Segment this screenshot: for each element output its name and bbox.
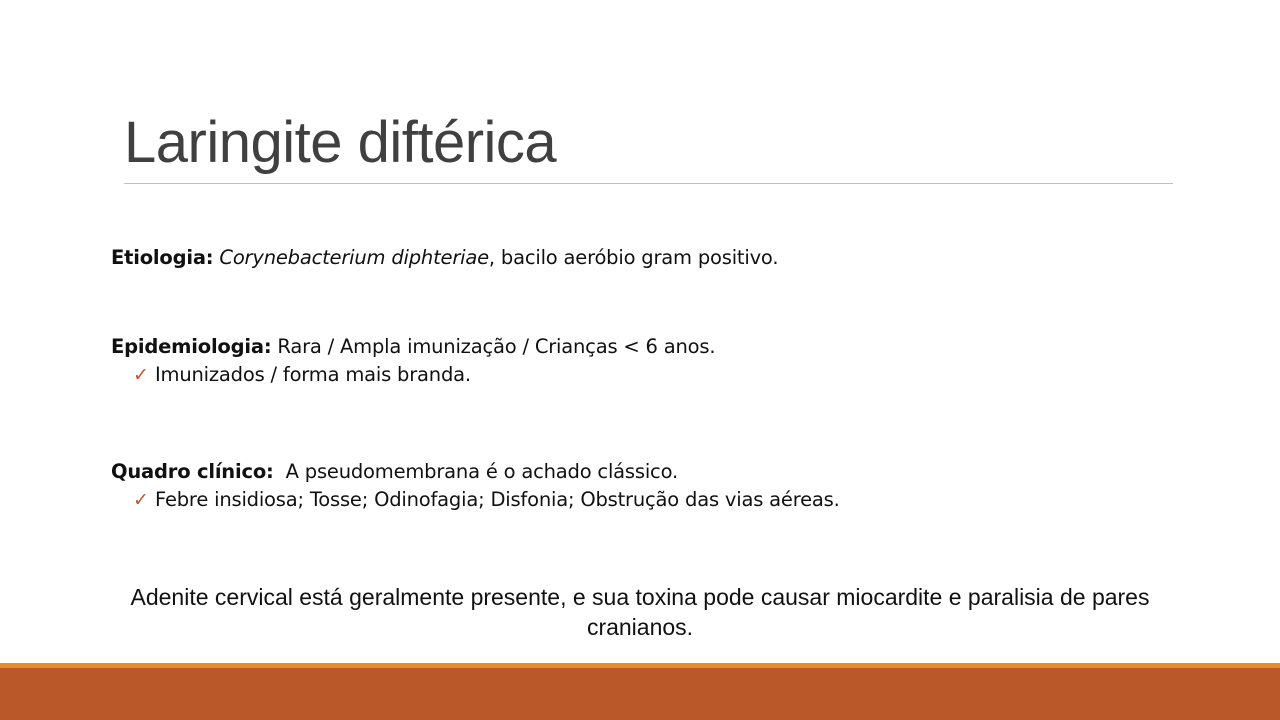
quadro-bullet-text: Febre insidiosa; Tosse; Odinofagia; Disfonia; Obstrução das vias aéreas. <box>155 488 840 511</box>
checkmark-icon: ✓ <box>133 489 149 511</box>
closing-note: Adenite cervical está geralmente presente, e sua toxina pode causar miocardite e paralisia de pares cranianos. <box>130 584 1150 640</box>
epidemiologia-block <box>111 333 715 389</box>
etiologia-organism: Corynebacterium diphteriae <box>219 246 489 269</box>
epidemiologia-bullet-text: Imunizados / forma mais branda. <box>155 363 471 386</box>
quadro-line <box>111 458 840 486</box>
epidemiologia-text: Rara / Ampla imunização / Crianças < 6 anos. <box>271 335 716 358</box>
epidemiologia-line <box>111 333 715 361</box>
quadro-text: A pseudomembrana é o achado clássico. <box>273 460 678 483</box>
title-divider <box>124 183 1173 184</box>
etiologia-text: , bacilo aeróbio gram positivo. <box>488 246 779 269</box>
epidemiologia-bullet <box>133 361 715 389</box>
quadro-label: Quadro clínico: <box>111 460 274 483</box>
quadro-bullet <box>133 486 840 514</box>
etiologia-label: Etiologia: <box>111 246 214 269</box>
etiologia-line <box>111 244 778 272</box>
epidemiologia-label: Epidemiologia: <box>111 335 272 358</box>
slide-title: Laringite diftérica <box>124 110 557 175</box>
footer-bar <box>0 668 1280 720</box>
quadro-block <box>111 458 840 514</box>
checkmark-icon: ✓ <box>133 364 149 386</box>
